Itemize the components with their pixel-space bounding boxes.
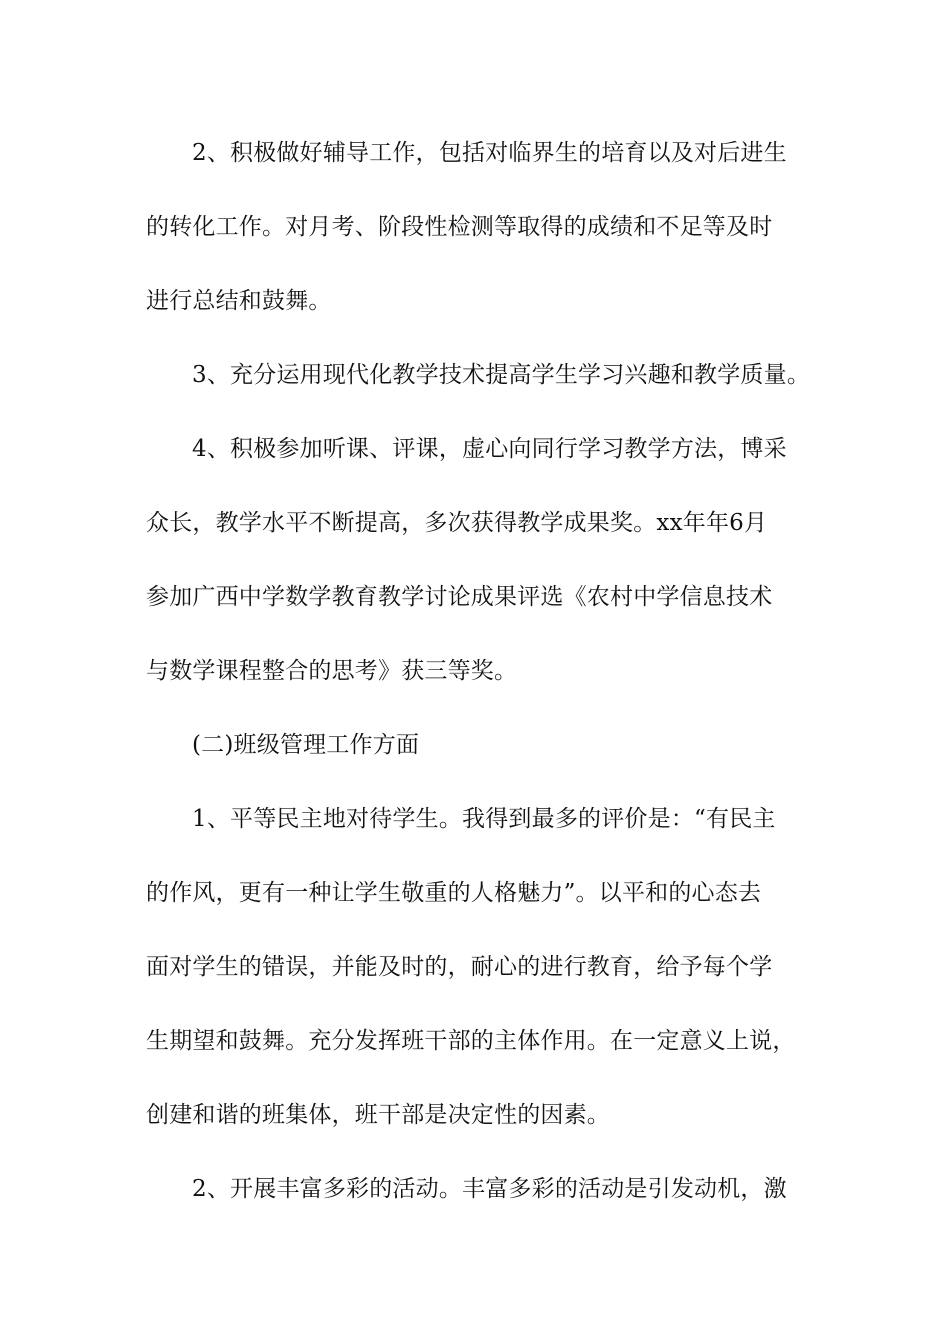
text-line: 的转化工作。对月考、阶段性检测等取得的成绩和不足等及时 bbox=[146, 214, 773, 240]
section-heading: (二)班级管理工作方面 bbox=[192, 732, 420, 758]
text-line: 3、充分运用现代化教学技术提高学生学习兴趣和教学质量。 bbox=[192, 362, 811, 388]
text-line: 面对学生的错误，并能及时的，耐心的进行教育，给予每个学 bbox=[146, 954, 773, 980]
text-line: 进行总结和鼓舞。 bbox=[146, 288, 332, 314]
text-line: 参加广西中学数学教育教学讨论成果评选《农村中学信息技术 bbox=[146, 584, 773, 610]
text-line: 2、开展丰富多彩的活动。丰富多彩的活动是引发动机，激 bbox=[192, 1176, 787, 1202]
text-line: 2、积极做好辅导工作，包括对临界生的培育以及对后进生 bbox=[192, 140, 787, 166]
text-line: 众长，教学水平不断提高，多次获得教学成果奖。xx年年6月 bbox=[146, 510, 768, 536]
text-line: 与数学课程整合的思考》获三等奖。 bbox=[146, 658, 518, 684]
text-line: 1、平等民主地对待学生。我得到最多的评价是：“有民主 bbox=[192, 806, 776, 832]
text-line: 的作风，更有一种让学生敬重的人格魅力”。以平和的心态去 bbox=[146, 880, 762, 906]
text-line: 4、积极参加听课、评课，虚心向同行学习教学方法，博采 bbox=[192, 436, 787, 462]
text-line: 创建和谐的班集体，班干部是决定性的因素。 bbox=[146, 1102, 610, 1128]
text-line: 生期望和鼓舞。充分发挥班干部的主体作用。在一定意义上说， bbox=[146, 1028, 796, 1054]
